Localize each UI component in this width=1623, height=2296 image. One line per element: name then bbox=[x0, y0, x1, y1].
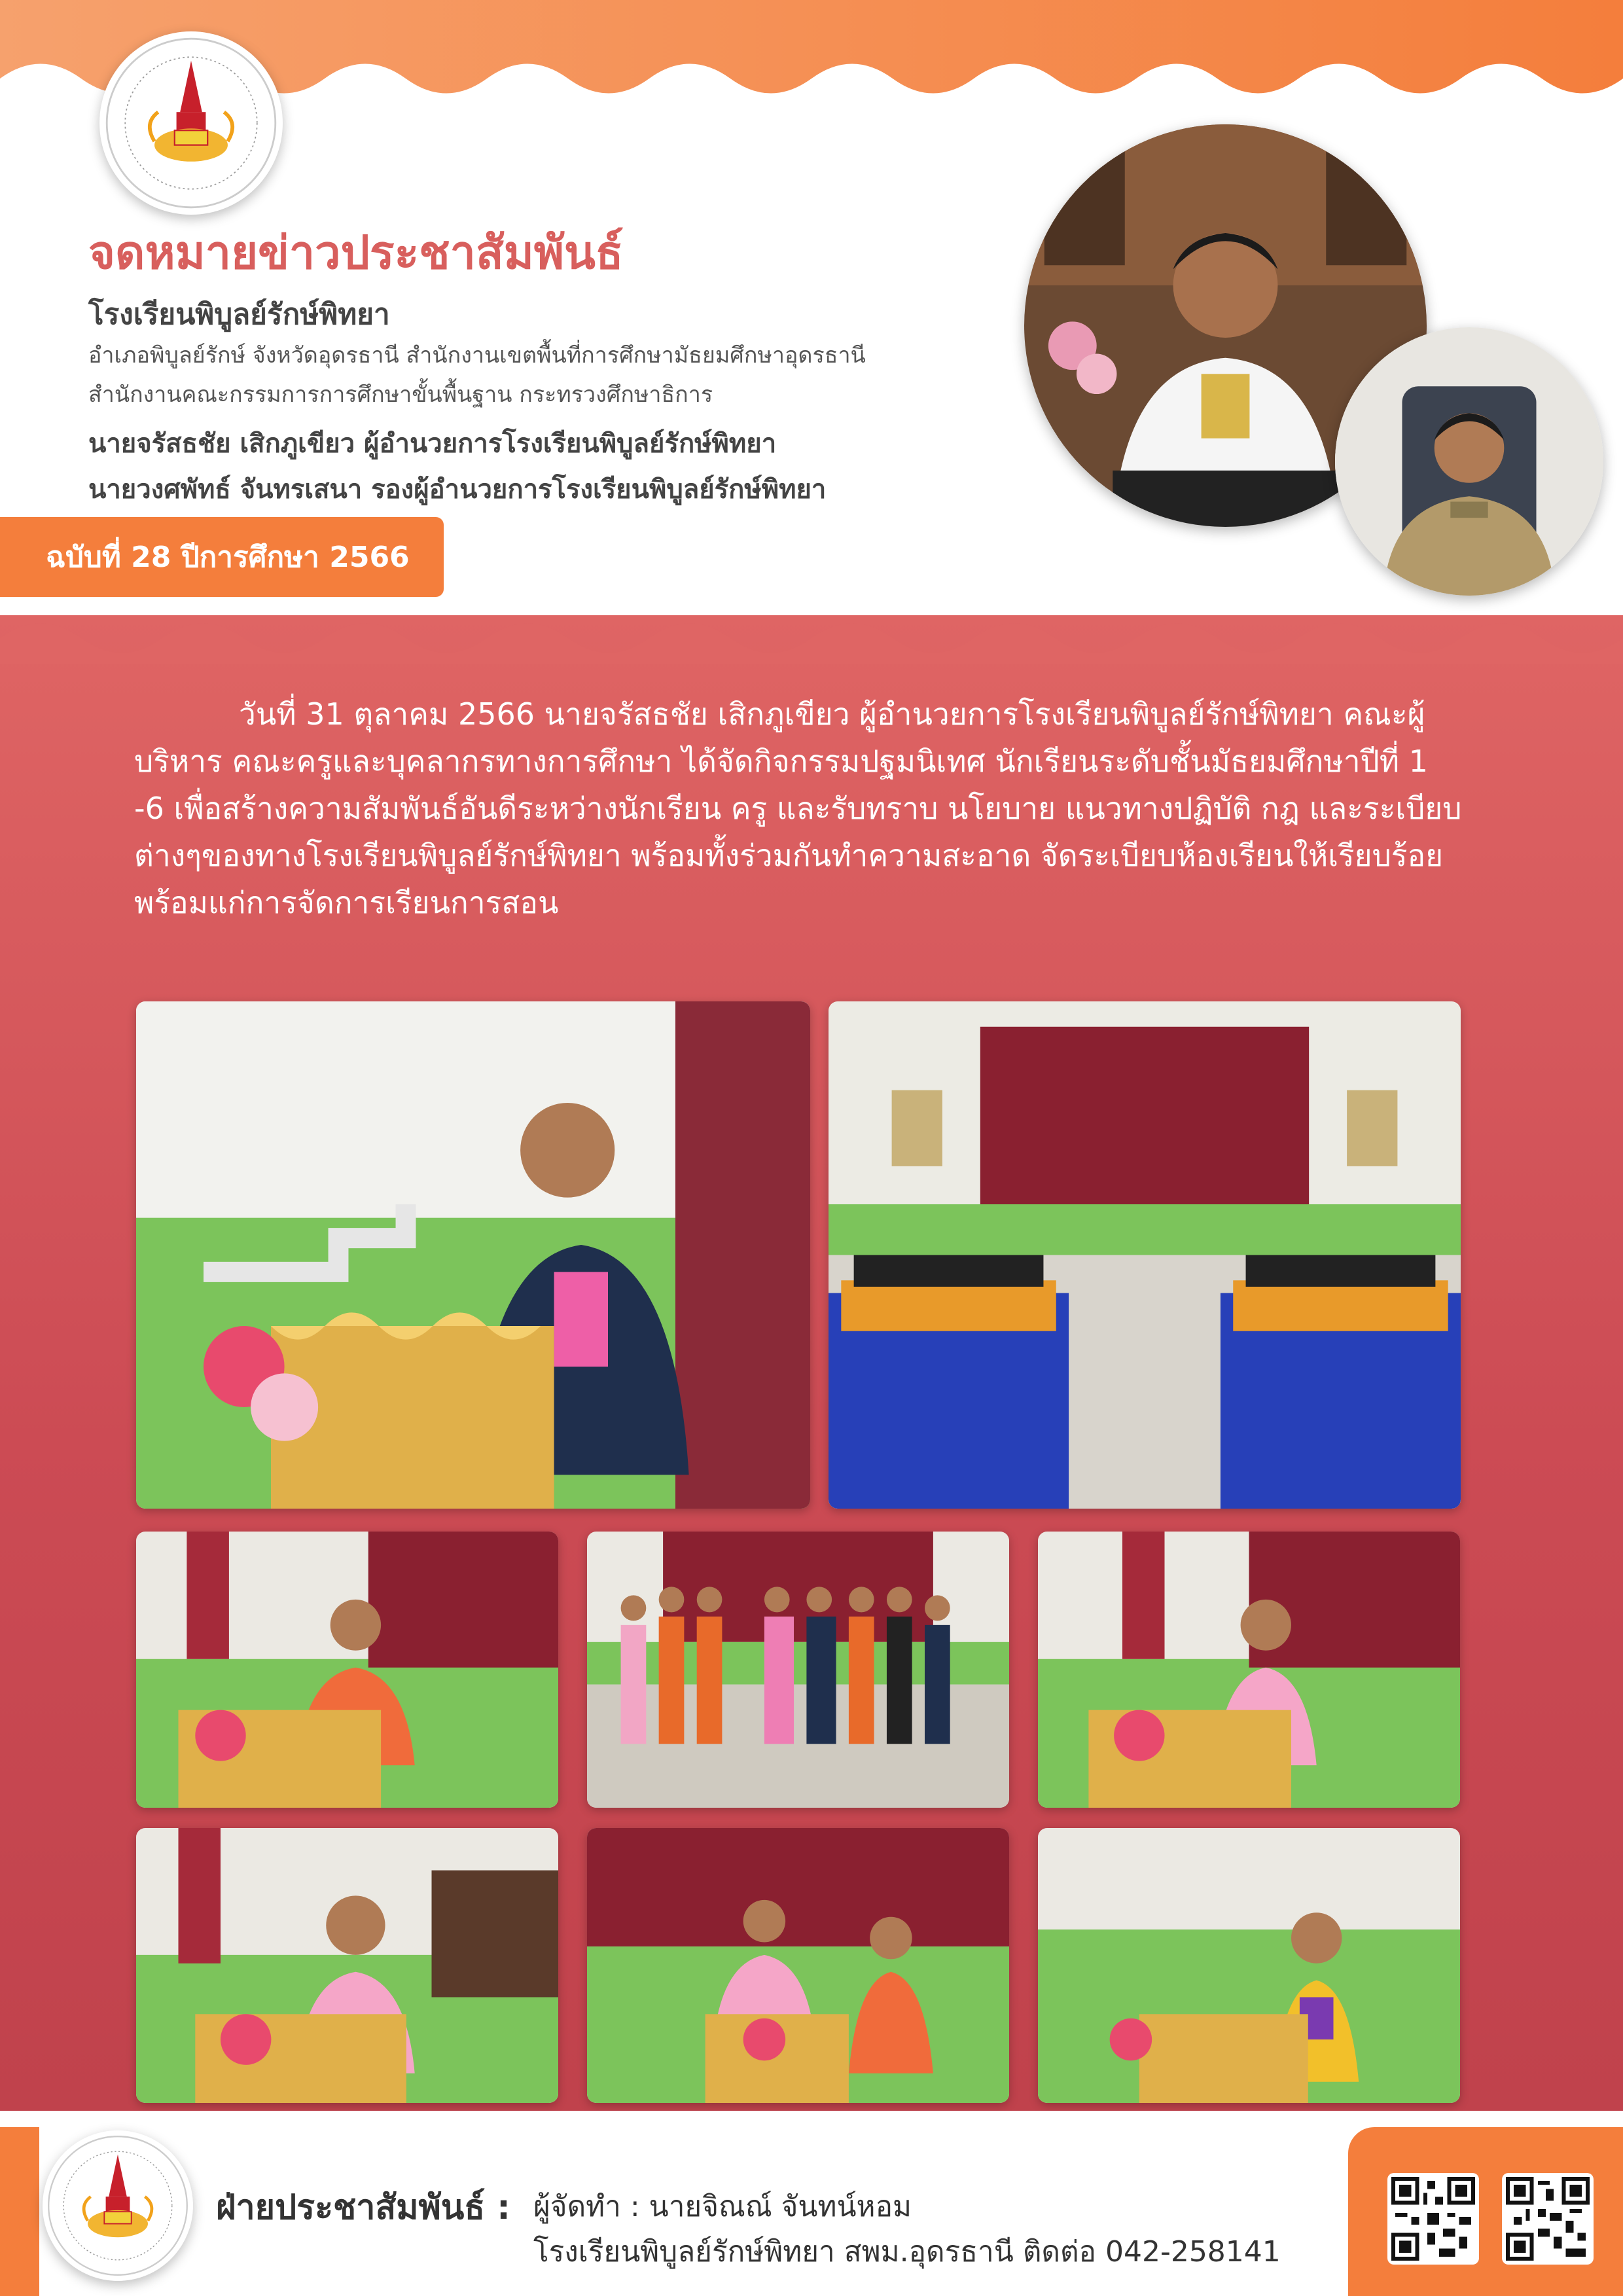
photo-two-speakers bbox=[587, 1828, 1009, 2103]
photo-student-speech bbox=[1038, 1828, 1460, 2103]
school-name: โรงเรียนพิบูลย์รักษ์พิทยา bbox=[88, 298, 390, 331]
address-line-1: อำเภอพิบูลย์รักษ์ จังหวัดอุดรธานี สำนักงานเขตพื้นที่การศึกษามัธยมศึกษาอุดรธานี bbox=[88, 342, 866, 368]
director-name: นายจรัสธชัย เสิกภูเขียว ผู้อำนวยการโรงเรียนพิบูลย์รักษ์พิทยา bbox=[88, 429, 777, 459]
photo-teacher-speech-3 bbox=[136, 1828, 558, 2103]
deputy-director-name: นายวงศพัทธ์ จันทรเสนา รองผู้อำนวยการโรงเรียนพิบูลย์รักษ์พิทยา bbox=[88, 475, 827, 505]
footer-author: ผู้จัดทำ : นายจิณณ์ จันทน์หอม bbox=[533, 2190, 912, 2223]
school-emblem-icon bbox=[43, 2130, 193, 2281]
qr-code-icon[interactable] bbox=[1387, 2173, 1479, 2265]
footer-contact: โรงเรียนพิบูลย์รักษ์พิทยา สพม.อุดรธานี ติดต่อ 042-258141 bbox=[533, 2235, 1281, 2269]
photo-teacher-speech-2 bbox=[1038, 1532, 1460, 1808]
address-line-2: สำนักงานคณะกรรมการการศึกษาขั้นพื้นฐาน กระทรวงศึกษาธิการ bbox=[88, 382, 713, 408]
issue-badge: ฉบับที่ 28 ปีการศึกษา 2566 bbox=[0, 517, 444, 597]
footer-logo bbox=[43, 2130, 193, 2281]
photo-staff-group bbox=[587, 1532, 1009, 1808]
footer-department: ฝ่ายประชาสัมพันธ์ : bbox=[216, 2188, 510, 2227]
newsletter-title: จดหมายข่าวประชาสัมพันธ์ bbox=[88, 226, 624, 279]
school-logo bbox=[99, 31, 283, 215]
qr-code-icon[interactable] bbox=[1502, 2173, 1594, 2265]
footer-accent-left bbox=[0, 2127, 39, 2296]
article-body: วันที่ 31 ตุลาคม 2566 นายจรัสธชัย เสิกภูเขียว ผู้อำนวยการโรงเรียนพิบูลย์รักษ์พิทยา คณะผู้บริหาร คณะครูและบุคลากรทางการศึกษา ได้จัดกิจกรรมปฐมนิเทศ นักเรียนระดับชั้นมัธยมศึกษาปีที่ 1 -6 เพื่อสร้างความสัมพันธ์อันดีระหว่างนักเรียน ครู และรับทราบ นโยบาย แนวทางปฏิบัติ กฎ และระเบียบต่างๆของทางโรงเรียนพิบูลย์รักษ์พิทยา พร้อมทั้งร่วมกันทำความสะอาด จัดระเบียบห้องเรียนให้เรียบร้อยพร้อมแก่การจัดการเรียนการสอน bbox=[134, 696, 1462, 920]
photo-assembly-hall bbox=[829, 1001, 1461, 1509]
photo-teacher-speech-1 bbox=[136, 1532, 558, 1808]
photo-director-speech bbox=[136, 1001, 810, 1509]
school-emblem-icon bbox=[99, 31, 283, 215]
section-wave-edge bbox=[0, 612, 1623, 664]
deputy-portrait bbox=[1335, 327, 1603, 596]
